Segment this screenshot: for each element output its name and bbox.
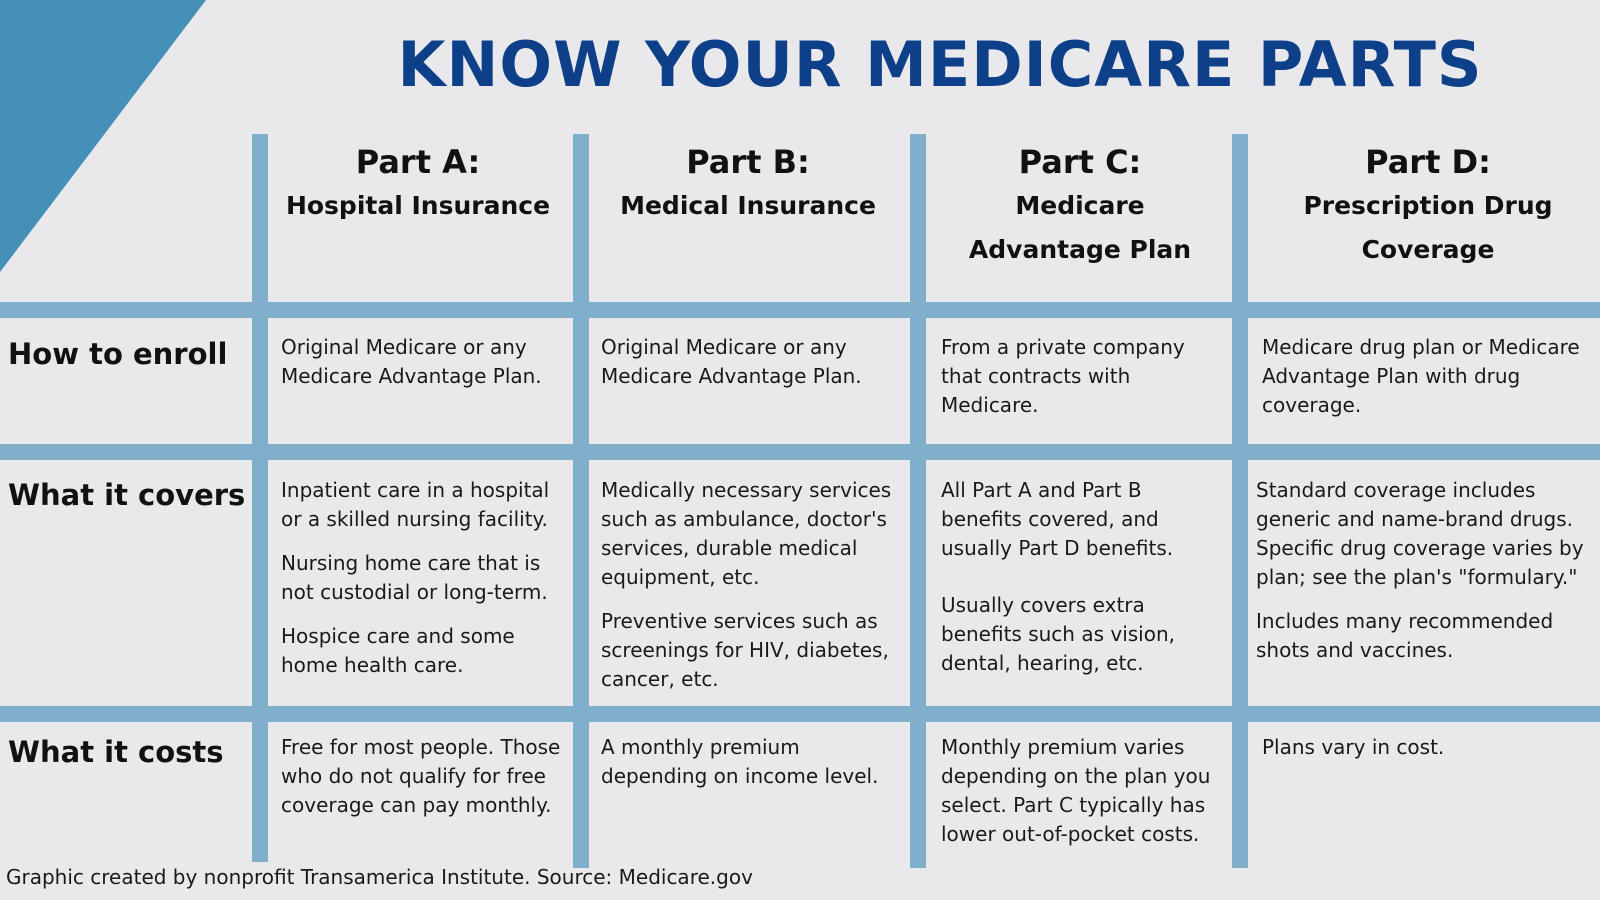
column-header-part-c <box>948 140 1212 272</box>
source-footer: Graphic created by nonprofit Transamerica Institute. Source: Medicare.gov <box>6 865 753 889</box>
grid-vline <box>910 134 926 868</box>
cell-enroll-part-d <box>1262 333 1592 420</box>
part-name: Hospital Insurance <box>285 191 551 220</box>
cell-enroll-part-b <box>601 333 907 391</box>
column-header-part-a <box>270 140 566 228</box>
grid-hline <box>0 444 1600 460</box>
grid-vline <box>1232 134 1248 868</box>
cell-text: Usually covers extra benefits such as vision, dental, hearing, etc. <box>941 593 1175 675</box>
part-name: Medical Insurance <box>620 191 876 220</box>
column-header-part-d <box>1268 140 1588 272</box>
part-label: Part A: <box>355 143 481 181</box>
cell-covers-part-c <box>941 476 1227 678</box>
cell-text: Standard coverage includes generic and name-brand drugs. Specific drug coverage varies by plan; see the plan's "formulary." <box>1256 478 1584 589</box>
grid-vline <box>252 134 268 862</box>
row-label-how-to-enroll: How to enroll <box>8 337 228 371</box>
cell-text: Inpatient care in a hospital or a skilled nursing facility. <box>281 478 550 531</box>
cell-covers-part-d <box>1256 476 1594 665</box>
part-name: Prescription Drug Coverage <box>1303 191 1553 264</box>
cell-text: Preventive services such as screenings for HIV, diabetes, cancer, etc. <box>601 609 889 691</box>
cell-text: A monthly premium depending on income level. <box>601 735 879 788</box>
corner-triangle <box>0 0 206 272</box>
cell-text: Medically necessary services such as ambulance, doctor's services, durable medical equipment, etc. <box>601 478 892 589</box>
cell-costs-part-a <box>281 733 573 820</box>
cell-text: All Part A and Part B benefits covered, and usually Part D benefits. <box>941 478 1174 560</box>
cell-text: Plans vary in cost. <box>1262 735 1445 759</box>
column-header-part-b <box>592 140 904 228</box>
cell-text: Monthly premium varies depending on the plan you select. Part C typically has lower out-of-pocket costs. <box>941 735 1211 846</box>
cell-text: Nursing home care that is not custodial or long-term. <box>281 551 548 604</box>
part-label: Part D: <box>1365 143 1491 181</box>
cell-text: From a private company that contracts with Medicare. <box>941 335 1185 417</box>
cell-text: Hospice care and some home health care. <box>281 624 515 677</box>
cell-text: Medicare drug plan or Medicare Advantage Plan with drug coverage. <box>1262 335 1580 417</box>
row-label-what-it-covers: What it covers <box>8 478 246 512</box>
cell-text: Free for most people. Those who do not qualify for free coverage can pay monthly. <box>281 735 561 817</box>
grid-hline <box>0 302 1600 318</box>
cell-costs-part-c <box>941 733 1227 849</box>
part-name: Medicare Advantage Plan <box>968 191 1192 264</box>
cell-costs-part-d <box>1262 733 1592 762</box>
cell-text: Includes many recommended shots and vaccines. <box>1256 609 1554 662</box>
cell-enroll-part-a <box>281 333 571 391</box>
cell-covers-part-a <box>281 476 571 680</box>
cell-text: Original Medicare or any Medicare Advantage Plan. <box>281 335 542 388</box>
grid-vline <box>573 134 589 868</box>
page-title: KNOW YOUR MEDICARE PARTS <box>397 28 1483 101</box>
part-label: Part C: <box>1018 143 1142 181</box>
row-label-what-it-costs: What it costs <box>8 735 224 769</box>
cell-covers-part-b <box>601 476 907 694</box>
cell-costs-part-b <box>601 733 907 791</box>
part-label: Part B: <box>686 143 810 181</box>
cell-enroll-part-c <box>941 333 1227 420</box>
cell-text: Original Medicare or any Medicare Advantage Plan. <box>601 335 862 388</box>
grid-hline <box>0 706 1600 722</box>
